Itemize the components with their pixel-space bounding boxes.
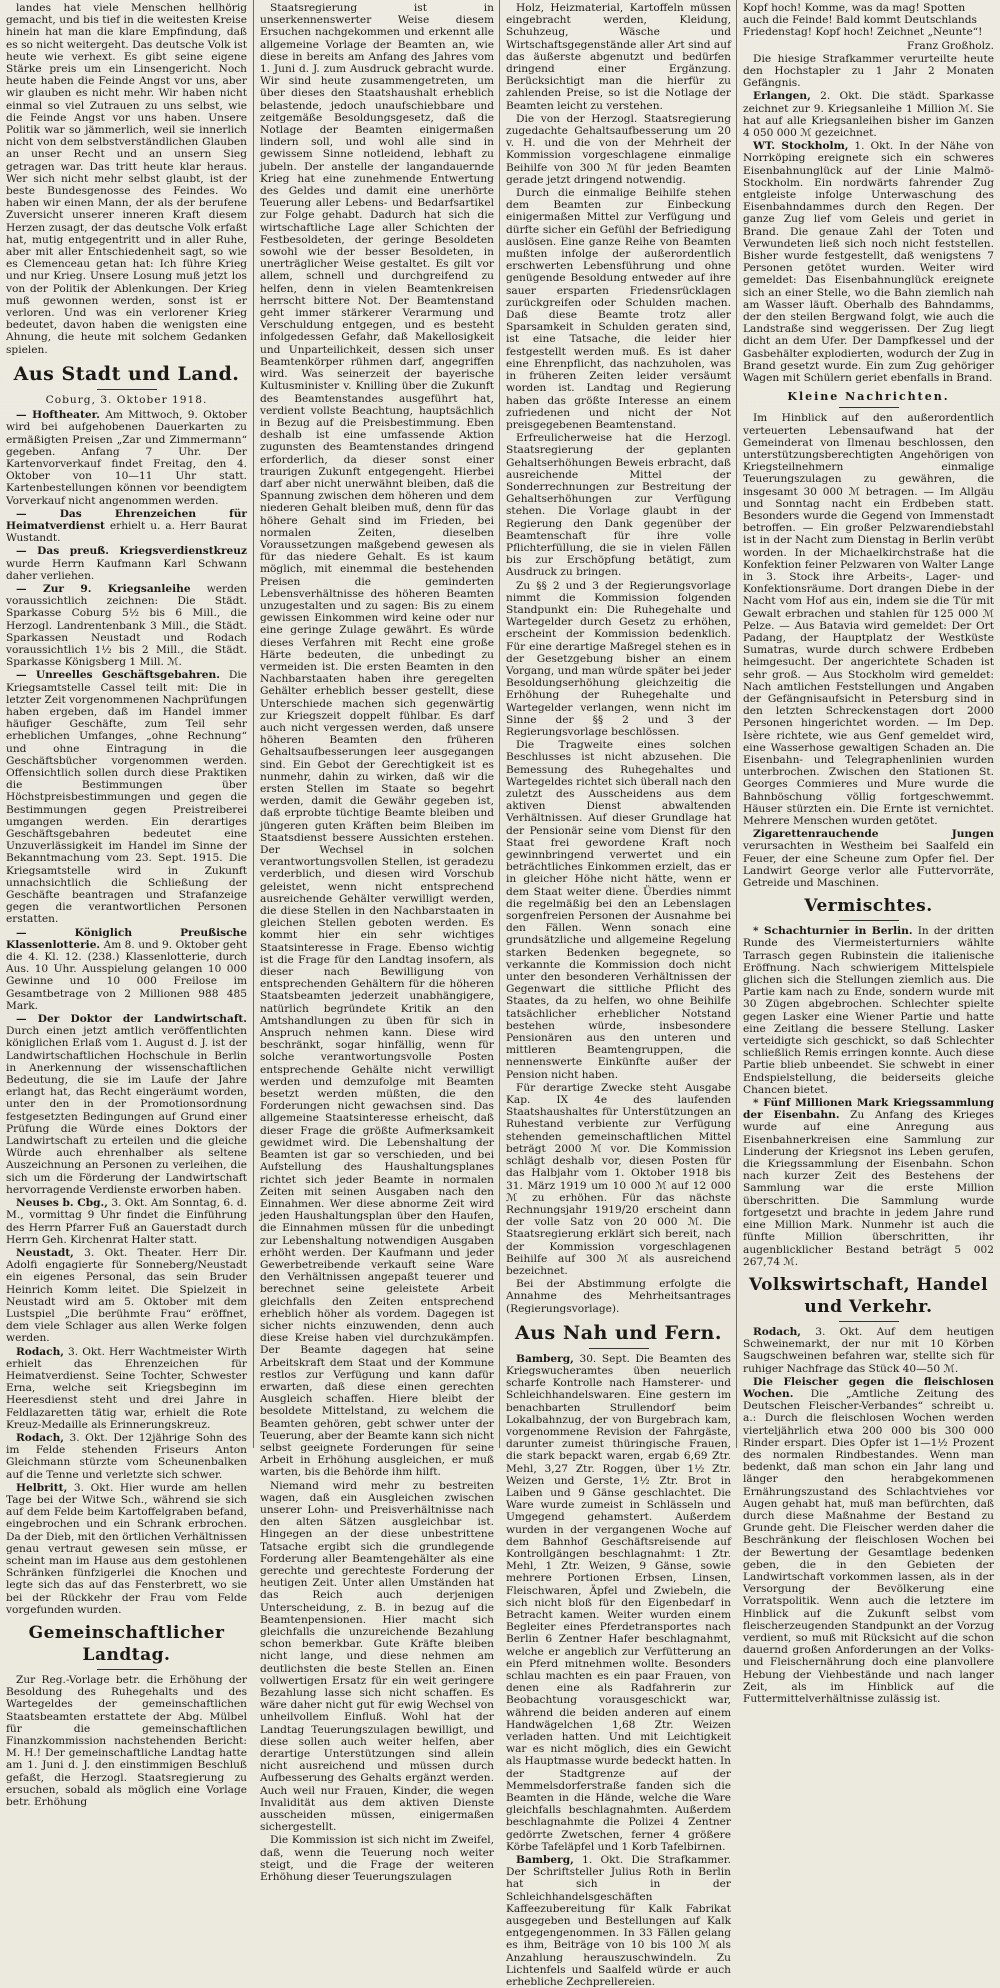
article-keyword: * Schachturnier in Berlin.: [753, 925, 913, 938]
heading-divider: [839, 1321, 899, 1322]
article-paragraph: [506, 1082, 731, 1277]
section-heading: Volkswirtschaft, Handel und Verkehr.: [748, 1274, 989, 1317]
article-text: Die hiesige Strafkammer verurteilte heute den Hochstapler zu 1 Jahr 2 Monaten Gefängnis.: [743, 52, 994, 90]
article-text: 30. Sept. Die Beamten des Kriegswucheramtes üben neuerlich scharfe Kontrolle nach Hamsterer- und Schleichhandelswaren. Eine gestern im benachbarten Strullendorf beim Lokalbahnzug, der von Burgebrach kam, vorgenommene Revision der Fahrgäste, darunter zumeist thüringische Frauen, die stark bepackt waren, ergab 6,69 Ztr. Mehl, 3,27 Ztr. Roggen, über 1½ Ztr. Weizen und Gerste, 1½ Ztr. Brot in Laiben und 9 Gänse geschlachtet. Die Ware wurde zumeist in Schlässeln und Umgegend gehamstert. Außerdem wurden in der vergangenen Woche auf dem Bahnhof Geschäftsreisende auf Kontrollgängen beschlagnahmt: 1 Ztr. Mehl, 1 Ztr. Weizen, 9 Gänse, sowie mehrere Portionen Erbsen, Linsen, Fleischwaren, Äpfel und Zwiebeln, die sich nicht bloß für den Eigenbedarf in Betracht kamen. Weiter wurden einem Begleiter eines Pferdetransportes nach Berlin 6 Zentner Hafer beschlagnahmt, welche er angeblich zur Verfütterung an ein Pferd mitnehmen wollte. Besonders schlau machten es ein paar Frauen, von denen eine als Radfahrerin zur Beobachtung vorausgeschickt war, während die beiden anderen auf einem Handwägelchen 1,68 Ztr. Weizen verladen hatten. Und mit Leichtigkeit war es nicht möglich, dies ein Gewicht als Hauptmasse wurde bedeckt hatten. In der Stadtgrenze auf der Memmelsdorferstraße fanden sich die Beamten in die Hände, welche die Ware gleichfalls beschlagnahmten. Außerdem beschlagnahmte die Polizei 4 Zentner gedörrte Zwetschen, ferner 4 größere Körbe Tafeläpfel und 1 Korb Tafelbirnen.: [506, 1352, 731, 1853]
section-heading: Kleine Nachrichten.: [787, 390, 950, 404]
article-text: wurde Herrn Kaufmann Karl Schwann daher verliehen.: [6, 557, 247, 582]
article-keyword: Erlangen,: [753, 90, 811, 103]
signature: [743, 40, 994, 52]
article-paragraph: [506, 113, 731, 186]
article-paragraph: [260, 2, 494, 1479]
article-keyword: — Das preuß. Kriegsverdienstkreuz: [16, 545, 247, 558]
article-keyword: Rodach,: [16, 1345, 64, 1358]
article-paragraph: [6, 927, 247, 1012]
article-paragraph: [743, 90, 994, 139]
article-keyword: Bamberg,: [516, 1854, 574, 1867]
article-paragraph: [6, 583, 247, 668]
article-paragraph: [506, 1353, 731, 1853]
article-text: 3. Okt. Der 12jährige Sohn des im Felde stehenden Friseurs Anton Gleichmann stürzte vom Scheunenbalken auf die Tenne und verletzte sich schwer.: [6, 1431, 247, 1481]
article-keyword: Rodach,: [16, 1431, 64, 1444]
dateline: [6, 394, 247, 406]
column-4: [737, 0, 1000, 1705]
article-paragraph: [743, 1097, 994, 1268]
article-paragraph: [6, 1674, 247, 1808]
article-keyword: — Der Doktor der Landwirtschaft.: [16, 1013, 247, 1026]
article-paragraph: [6, 508, 247, 545]
article-text: Zu Anfang des Krieges wurde auf eine Anregung aus Eisenbahnerkreisen eine Sammlung zur Linderung der Kriegsnot ins Leben gerufen, die Kriegssammlung der Eisenbahn. Schon nach kurzer Zeit des Bestehens der Sammlung war die erste Million überschritten. Die Sammlung wurde fortgesetzt und brachte in jedem Jahre rund eine Million Mark. Nunmehr ist auch die fünfte Million überschritten, ihr augenblicklicher Bestand beträgt 5 002 267,74 ℳ.: [743, 1109, 994, 1268]
article-text: Die „Amtliche Zeitung des Deutschen Fleischer-Verbandes“ schreibt u. a.: Durch die fleischlosen Wochen werden vierteljährlich etwa 200 000 bis 300 000 Rinder erspart. Dies Opfer ist 1—1½ Prozent des normalen Rindbestandes. Wenn man bedenkt, daß man schon ein Jahr lang und länger den herabgekommenen Ernährungszustand des Schlachtviehes vor Augen gehabt hat, muß man befürchten, daß durch diese Maßnahme der Bestand zu Grunde geht. Die Fleischer werden daher die Beschränkung der fleischlosen Wochen bei der Bewertung der Gesamtlage bedenken geben, die in den Gebieten der Landwirtschaft vorkommen lassen, als in der Versorgung der Bevölkerung eine Vorratspolitik. Wenn auch die letztere im Hinblick auf die Zukunft selbst vom fleischerzeugenden Standpunkt an der Vorzug verdient, so muß mit Rücksicht auf die schon dauernd großen Anforderungen an der Volks- und Fleischernährung doch eine planvollere Hebung der Viehbestände und nach langer Zeit, als im Hinblick auf die Futtermittelverhältnisse zulässig ist.: [743, 1387, 995, 1705]
article-paragraph: [743, 140, 994, 384]
article-paragraph: [506, 1278, 731, 1315]
poem-verse: [743, 2, 994, 39]
article-paragraph: [506, 432, 731, 578]
article-text: 2. Okt. Die städt. Sparkasse zeichnet zur 9. Kriegsanleihe 1 Million ℳ. Sie hat auf alle Kriegsanleihen bisher im Ganzen 4 050 000 ℳ gezeichnet.: [743, 90, 995, 140]
article-paragraph: [6, 545, 247, 582]
article-text: Coburg, 3. Oktober 1918.: [45, 393, 208, 406]
column-3: [500, 0, 737, 1988]
article-paragraph: [743, 1326, 994, 1375]
article-keyword: — Unreelles Geschäftsgebahren.: [16, 669, 220, 682]
article-paragraph: [6, 1482, 247, 1616]
article-text: Kopf hoch! Komme, was da mag! Spotten auch die Feinde! Bald kommt Deutschlands Friedenstag! Kopf hoch! Zeichnet „Neunte“!: [743, 2, 983, 39]
article-paragraph: [506, 580, 731, 739]
article-paragraph: [6, 1346, 247, 1431]
article-paragraph: [743, 1376, 994, 1705]
article-text: Erfreulicherweise hat die Herzogl. Staatsregierung der geplanten Gehaltserhöhungen Beweis erbracht, daß ausreichende Mittel der Sonderrechnungen zur Bestreitung der Gehaltserhöhungen zur Verfügung stehen. Die Vorlage glaubt in der Regierung den Dank gegenüber der Beamtenschaft für ihre volle Pflichterfüllung, die sie in vielen Fällen bis zur Erschöpfung betätigt, zum Ausdruck zu bringen.: [506, 432, 731, 579]
article-text: Staatsregierung ist in unserkennenswerter Weise diesem Ersuchen nachgekommen und erkennt alle allgemeine Vorlage der Beamten an, wie diese in bereits am Anfang des Jahres vom 1. Juni d. J. zum Ausdruck gebracht wurde. Wir sind heute zusammengetreten, um über dieses den Staatshaushalt erheblich belastende, jedoch unaufschiebbare und zeitgemäße Besoldungsgesetz, daß die Notlage der Beamten einigermaßen lindern soll, und wohl alle sind in gewissem Sinne notleidend, lebhaft zu jubeln. Der anstelle der langandauernde Krieg hat eine zunehmende Entwertung des Geldes und damit eine unerhörte Teuerung aller Lebens- und Bedarfsartikel zur Folge gehabt. Dadurch hat sich die wirtschaftliche Lage aller Schichten der Festbesoldeten, der geringe Besoldeten sowohl wie der besser Besoldeten, in unerträglicher Weise gestaltet. Es gilt vor allem, schnell und durchgreifend zu helfen, denn in vielen Beamtenkreisen herrscht bittere Not. Der Beamtenstand geht immer stärkerer Verarmung und Verschuldung entgegen, und es besteht infolgedessen Gefahr, daß Makellosigkeit und Unparteilichkeit, dessen sich unser Beamtenkörper rühmen darf, angegriffen wird. Was seinerzeit der bayerische Kultusminister v. Knilling über die Zukunft des Beamtenstandes ausgeführt hat, verdient vollste Beachtung, hauptsächlich in Bezug auf die Preisbestimmung. Eben deshalb ist eine umfassende Aktion zugunsten des Beamtenstandes dringend erforderlich, da dieser sonst einer traurigen Zukunft entgegengeht. Hierbei darf aber nicht unerwähnt bleiben, daß die Spannung zwischen dem höheren und dem niederen Gehalt bleiben muß, denn für das höhere Gehalt sind im Frieden, bei normalen Zeiten, dieselben Voraussetzungen maßgebend gewesen als für das niedere Gehalt. Es ist kaum möglich, mit einemmal die bestehenden Preisen die geminderten Lebensverhältnisse des höheren Beamten unzugestalten und zu sagen: Bis zu einem gewissen Einkommen wird keine oder nur eine geringe Zulage gewährt. Es würde dieses Verfahren mit Recht eine große Härte bedeuten, die unbedingt zu vermeiden ist. Die ersten Beamten in den Nachbarstaaten haben ihre geregelten Gehälter erheblich besser gestellt, diese Unterschiede machen sich gegenwärtig zur Kriegszeit doppelt fühlbar. Es darf auch nicht vergessen werden, daß unsere höheren Beamten den früheren Gehaltsaufbesserungen leer ausgegangen sind. Ein Gebot der Gerechtigkeit ist es nunmehr, dahin zu wirken, daß wir die ersten Stellen im Staate so begehrt werden, damit die Gewähr gegeben ist, daß erprobte tüchtige Beamte bleiben und jüngeren guten Kräften beim Bleiben im Staatsdienst bessere Aussichten erstehen. Der Wechsel in solchen verantwortungsvollen Stellen, ist geradezu verderblich, und diesen wird Vorschub geleistet, wenn nicht entsprechend ausreichende Gehälter verwilligt werden, die diese Stellen in den Nachbarstaaten in gleichen Stellen geboten werden. Es kommt hier ein sehr wichtiges Staatsinteresse in Frage. Ebenso wichtig ist die Frage für den Landtag insofern, als dieser nach Bewilligung von entsprechenden Gehältern für die höheren Staatsbeamten jederzeit unabhängigere, natürlich begründete Kritik an den Amtshandlungen zu üben für sich in Anspruch nehmen kann. Diese wird beschränkt, sogar hinfällig, wenn für solche verantwortungsvolle Posten entsprechende Gehälte nicht verwilligt werden und demzufolge mit Beamten besetzt werden müßten, die den Forderungen nicht gewachsen sind. Das allgemeine Staatsinteresse erheischt, daß dieser Frage die größte Aufmerksamkeit gewidmet wird. Die Lebenshaltung der Beamten ist gar so verschieden, und bei Aufstellung des Haushaltungsplanes richtet sich jeder Beamte in normalen Zeiten mit seinen Ausgaben nach den Einnahmen. Wer diese abnorme Zeit wird jeden Haushaltungsplan über den Haufen, die Einnahmen müssen für die unbedingt zur Lebenshaltung notwendigen Ausgaben erhöht werden. Der Kaufmann und jeder Gewerbetreibende verkauft seine Ware den Verhältnissen angepaßt teuerer und berechnet seine geleistete Arbeit gleichfalls den Zeiten entsprechend erheblich höher als vordem. Dagegen ist sicher nichts einzuwenden, denn auch diese Kreise haben viel durchzukämpfen. Der Beamte dagegen hat seine Arbeitskraft dem Staat und der Kommune restlos zur Verfügung und kann dafür erwarten, daß diese einen gerechten Ausgleich schaffen. Hiere bleibt der besoldete Mittelstand, zu welchem die Beamten gehören, gebt schwer unter der Teuerung, aber der Beamte kann sich nicht selbst geeignete Forderungen für seine Arbeit in Erhöhung ausgleichen, er muß warten, bis die Behörde ihm hilft.: [260, 2, 494, 1479]
article-text: erhielt u. a. Herr Baurat Wustandt.: [6, 519, 247, 545]
article-text: Die Kriegsamtstelle Cassel teilt mit: Die in letzter Zeit vorgenommenen Nachprüfungen haben ergeben, daß im Handel immer häufiger Geschäfte, zum Teil sehr erheblichen Umfanges, „ohne Rechnung“ und ohne Eintragung in die Geschäftsbücher vorgenommen werden. Offensichtlich sollen durch diese Praktiken die Bestimmungen über Höchstpreisbestimmungen und gegen die Bestimmungen gegen Preistreiberei umgangen werden. Ein derartiges Geschäftsgebahren bedeutet eine Unzuverlässigkeit im Handel im Sinne der Bekanntmachung vom 23. Sept. 1915. Die Kriegsamtstelle wird in Zukunft unnachsichtlich die Schließung der Geschäfte beantragen und Strafanzeige gegen die verantwortlichen Personen erstatten.: [6, 669, 247, 926]
article-text: Niemand wird mehr zu bestreiten wagen, daß ein Ausgleichen zwischen unserer Lohn- und Preisverhältnisse nach den alten Sätzen ausgleichbar ist. Hingegen an der diese unbestrittene Tatsache ergibt sich die grundlegende Forderung aller Beamtengehälter als eine gerechte und gerechteste Forderung der heutigen Zeit. Unter allen Umständen hat das Reich auch derjenigen Unterscheidung, z. B. in bezug auf die Beamtenpensionen. Hier macht sich gleichfalls die unzureichende Bezahlung schon bemerkbar. Gute Kräfte bleiben nicht lange, und diese nehmen am deutlichsten die beste Stellen an. Einen vollwertigen Ersatz für ein weit geringere Bezahlung lasse sich nicht schaffen. Es wäre daher nicht gut für ewig Wechsel von unheilvollem Einfluß. Wohl hat der Landtag Teuerungszulagen bewilligt, und diese sollen auch weiter helfen, aber derartige Unterstützungen sind allein nicht ausreichend und müssen durch Aufbesserung des Gehalts ergänzt werden. Auch weil nur Frauen, Kinder, die wegen Invalidität aus dem aktiven Dienste ausscheiden müssen, einigermaßen sichergestellt.: [260, 1479, 494, 1834]
article-paragraph: [6, 669, 247, 925]
article-paragraph: [743, 925, 994, 1096]
section-heading: Gemeinschaftlicher Landtag.: [28, 1623, 225, 1665]
article-paragraph: [506, 187, 731, 431]
article-paragraph: [6, 1013, 247, 1196]
article-text: Im Hinblick auf den außerordentlich verteuerten Lebensaufwand hat der Gemeinderat von Ilmenau beschlossen, den unterstützungsberechtigten Angehörigen von Kriegsteilnehmern einmalige Teuerungszulagen zu gewähren, die insgesamt 30 000 ℳ betragen. — Im Allgäu und Sonntag nacht ein Erdbeben statt. Besonders wurde die Gegend von Immenstadt betroffen. — Ein großer Pelzwarendiebstahl ist in der Nacht zum Dienstag in Berlin verübt worden. In der Michaelkirchstraße hat die Konfektion feiner Pelzwaren von Walter Lange in 3. Stock ihre Arbeits-, Lager- und Konfektionsräume. Dort drangen Diebe in der Nacht vom Hof aus ein, indem sie die Tür mit Gewalt erbrachen und stahlen für 125 000 ℳ Pelze. — Aus Batavia wird gemeldet: Der Ort Padang, der Hauptplatz der Westküste Sumatras, wurde durch schwere Erdbeben heimgesucht. Der angerichtete Schaden ist sehr groß. — Aus Stockholm wird gemeldet: Nach amtlichen Feststellungen und Angaben der Gefängnisaufsicht in Petersburg sind in den letzten Schreckenstagen dort 2000 Personen hingerichtet worden. — Im Dep. Isère richtete, wie aus Genf gemeldet wird, eine Wasserhose gewaltigen Schaden an. Die Eisenbahn- und Telegraphenlinien wurden unterbrochen. Zwischen den Stationen St. Georges Commieres und Mure wurde die Bahnböschung völlig fortgeschwemmt. Häuser stürzten ein. Die Ernte ist vernichtet. Mehrere Menschen wurden getötet.: [743, 412, 994, 827]
section-heading: Aus Stadt und Land.: [13, 362, 240, 385]
article-paragraph: [743, 53, 994, 90]
article-text: 1. Okt. In der Nähe von Norrköping ereignete sich ein schweres Eisenbahnunglück auf der Linie Malmö-Stockholm. Ein nordwärts fahrender Zug entgleiste infolge Unterwaschung des Eisenbahndammes durch den Regen. Der ganze Zug lief vom Geleis und geriet in Brand. Die genaue Zahl der Toten und Verwundeten ließ sich noch nicht feststellen. Bisher wurde festgestellt, daß wenigstens 7 Personen getötet wurden. Weiter wird gemeldet: Das Eisenbahnunglück ereignete sich an einer Stelle, wo die Bahn ziemlich nah am Wasser läuft. Oberhalb des Bahndamms, der den steilen Bergwand folgt, wie auch die Landstraße sind weggerissen. Der Zug liegt dicht an dem Ufer. Der Dampfkessel und der Gasbehälter explodierten, wodurch der Zug in Brand gesetzt wurde. Ein zum Zug gehöriger Wagen mit Schülern geriet ebenfalls in Brand.: [743, 140, 994, 385]
column-1: [0, 0, 253, 1809]
article-paragraph: [506, 739, 731, 1081]
article-text: Durch die einmalige Beihilfe stehen dem Beamten zur Einbeckung einigermaßen Mittel zur Verfügung und dürfte sicher ein Gefühl der Befriedigung auslösen. Eine ganze Reihe von Beamten mußten infolge der außerordentlich erschwerten Lebensführung und ohne genügende Besoldung entweder auf ihre sauer ersparten Friedensrücklagen zurückgreifen oder Schulden machen. Daß diese Beamte trotz aller Sparsamkeit in Schulden geraten sind, ist eine Tatsache, die leider hier festgestellt werden muß. Es ist daher eine Ehrenpflicht, das nachzuholen, was in früheren Zeiten leider versäumt worden ist. Landtag und Regierung haben das größte Interesse an einem zufriedenen und nicht der Not preisgegebenen Beamtenstand.: [506, 187, 731, 431]
section-heading: Vermischtes.: [804, 896, 933, 917]
article-text: Zur Reg.-Vorlage betr. die Erhöhung der Besoldung des Ruhegehalts und des Wartegeldes der gemeinschaftlichen Staatsbeamten erstattete der Abg. Mülbel für die gemeinschaftlichen Finanzkommission nachstehenden Bericht: M. H.! Der gemeinschaftliche Landtag hatte am 1. Juni d. J. den einstimmigen Beschluß gefaßt, die Herzogl. Staatsregierung zu ersuchen, sobald als möglich eine Vorlage betr. Erhöhung: [6, 1674, 247, 1809]
article-paragraph: [260, 1480, 494, 1834]
article-keyword: WT. Stockholm,: [753, 140, 849, 153]
article-text: Durch einen jetzt amtlich veröffentlichten königlichen Erlaß vom 1. August d. J. ist der Landwirtschaftlichen Hochschule in Berlin in Anerkennung der wissenschaftlichen Bedeutung, die sie im Laufe der Jahre erlangt hat, das Recht eingeräumt worden, unter den in der Promotionsordnung festgesetzten Bedingungen auf Grund einer Prüfung die Würde eines Doktors der Landwirtschaft zu erteilen und die gleiche Würde auch ehrenhalber als seltene Auszeichnung an Personen zu verleihen, die sich um die Förderung der Landwirtschaft hervorragende Verdienste erworben haben.: [6, 1025, 247, 1196]
article-keyword: Die Fleischer gegen die fleischlosen Wochen.: [743, 1375, 994, 1400]
article-paragraph: [506, 2, 731, 112]
article-paragraph: [6, 1432, 247, 1481]
article-text: 3. Okt. Hier wurde am hellen Tage bei der Witwe Sch., während sie sich auf dem Felde beim Kartoffelgraben befand, eingebrochen und ein Schrank erbrochen. Da der Dieb, mit den örtlichen Verhältnissen genau vertraut gewesen sein müsse, er scheint man im Hause aus dem gestohlenen Schränken fünfzigerlei die Knochen und legte sich das auf das Fensterbrett, wo sie bei der Rückkehr der Frau vom Felde vorgefunden wurden.: [6, 1481, 247, 1616]
article-text: 3. Okt. Am Sonntag, 6. d. M., vormittag 9 Uhr findet die Einführung des Herrn Pfarrer Fuß an Gauerstadt durch Herrn Geh. Kirchenrat Halter statt.: [6, 1197, 248, 1246]
article-keyword: — Königlich Preußische Klassenlotterie.: [6, 926, 247, 951]
article-keyword: — Das Ehrenzeichen für Heimatverdienst: [6, 507, 247, 532]
article-keyword: — Zur 9. Kriegsanleihe: [16, 582, 191, 595]
article-text: 3. Okt. Theater. Herr Dir. Adolfi engagierte für Sonneberg/Neustadt ein eigenes Personal, das sein Bruder Heinrich Komm leitet. Die Spielzeit in Neustadt wird am 5. Oktober mit dem Lustspiel „Die berühmte Frau“ eröffnet, dem viele Schlager aus allen Werke folgen werden.: [6, 1246, 248, 1345]
article-keyword: Bamberg,: [516, 1352, 574, 1365]
article-keyword: Neustadt,: [16, 1246, 74, 1259]
article-keyword: — Hoftheater.: [16, 409, 100, 422]
article-text: landes hat viele Menschen hellhörig gemacht, und bis tief in die weitesten Kreise hinein hat man die klare Empfindung, daß es so nicht weitergeht. Das deutsche Volk ist heute wie verhext. Es gibt seine eigene Stärke preis um ein Linsengericht. Noch heute haben die Feinde Angst vor uns, aber wir glauben es nicht mehr. Wir haben nicht einmal so viel Zutrauen zu uns selbst, wie die Feinde Angst vor uns haben. Unsere Politik war so jämmerlich, weil sie innerlich nicht von dem selbstverständlichen Glauben an unser Recht und an unsern Sieg getragen war. Das tritt heute klar heraus. Wer sich nicht mehr selbst glaubt, ist der beste Bundesgenosse des Feindes. Wo haben wir einen Mann, der als der berufene Zuversicht unserer inneren Kraft diesem Herzen zusagt, der das deutsche Volk erfaßt hat, mutig entgegentritt und in aller Ruhe, aber mit aller Entschiedenheit sagt, so wie es Clemenceau getan hat: Ich führe Krieg und nur Krieg. Unsere Losung muß jetzt los von der Politik der Ablenkungen. Der Krieg muß gewonnen werden, sonst ist er verloren. Und was ein verlorener Krieg bedeutet, davon haben die wenigsten eine Ahnung, die heute mit solchem Gedanken spielen.: [6, 2, 247, 356]
article-text: Die von der Herzogl. Staatsregierung zugedachte Gehaltsaufbesserung um 20 v. H. und die von der Mehrheit der Kommission vorgeschlagene einmalige Beihilfe von 300 ℳ für jeden Beamten gerade jetzt dringend notwendig.: [506, 112, 731, 186]
article-text: In der dritten Runde des Viermeisterturniers wählte Tarrasch gegen Rubinstein die italienische Eröffnung. Nach schwierigem Mittelspiele glichen sich die Stellungen ziemlich aus. Die Partie kam nach zu Ende, sondern wurde mit 30 Zügen abgebrochen. Schlechter spielte gegen Lasker eine Wiener Partie und hatte eine Zeitlang die bessere Stellung. Lasker verteidigte sich geschickt, so daß Schlechter schließlich Remis erringen konnte. Auch diese Partie blieb unbeendet. Sie schwebt in einer Endspielstellung, die beiderseits gleiche Chancen bietet.: [743, 925, 995, 1096]
article-keyword: * Fünf Millionen Mark Kriegssammlung der Eisenbahn.: [743, 1097, 994, 1122]
article-text: Am Mittwoch, 9. Oktober wird bei aufgehobenen Dauerkarten zu ermäßigten Preisen „Zar und Zimmermann“ gegeben. Anfang 7 Uhr. Der Kartenvorverkauf findet Freitag, den 4. Oktober von 10—11 Uhr statt. Kartenbestellungen können vor beendigtem Vorverkauf nicht angenommen werden.: [6, 409, 247, 507]
article-text: Zu §§ 2 und 3 der Regierungsvorlage nimmt die Kommission folgenden Standpunkt ein: Die Ruhegehalte und Wartegelder durch Gesetz zu erhöhen, erscheint der Kommission bedenklich. Für eine derartige Maßregel stehen es in der Gesetzgebung bisher an einem Vorgang, und man würde später bei jeder Besoldungserhöhung gleichzeitig die Erhöhung der Ruhegehalte und Wartegelder verlangen, wenn nicht im Sinne der §§ 2 und 3 der Regierungsvorlage beschlössen.: [506, 579, 731, 738]
article-paragraph: [6, 2, 247, 356]
article-paragraph: [6, 409, 247, 507]
column-2: [254, 0, 500, 1884]
heading-divider: [97, 1669, 157, 1670]
heading-divider: [589, 1348, 649, 1349]
article-keyword: Rodach,: [753, 1325, 801, 1338]
article-text: verursachten in Westheim bei Saalfeld ein Feuer, der eine Scheune zum Opfer fiel. Der Landwirt George verlor alle Futtervorräte, Getreide und Maschinen.: [743, 840, 994, 890]
heading-divider: [839, 407, 899, 408]
heading-divider: [97, 389, 157, 390]
article-paragraph: [6, 1197, 247, 1246]
article-paragraph: [260, 1834, 494, 1883]
article-keyword: Zigarettenrauchende Jungen: [753, 828, 994, 841]
article-text: werden voraussichtlich zeichnen: Die Städt. Sparkasse Coburg 5½ bis 6 Mill., die Herzogl. Landrentenbank 3 Mill., die Städt. Sparkassen Neustadt und Rodach voraussichtlich 1½ bis 2 Mill., die Städt. Sparkasse Königsberg 1 Mill. ℳ.: [6, 582, 247, 669]
article-paragraph: [506, 1854, 731, 1988]
article-text: 1. Okt. Die Strafkammer. Der Schriftsteller Julius Roth in Berlin hat sich in der Schleichhandelsgeschäften Kaffeezubereitung für Kalk Fabrikat ausgegeben und Bestellungen auf Kalk entgegengenommen. In 33 Fällen gelang es ihm, Beiträge von 10 bis 100 ℳ als Anzahlung herauszuschwindeln. Zu Lichtenfels und Saalfeld würde er auch erhebliche Zechprellereien.: [506, 1854, 731, 1988]
article-text: Franz Großholz.: [906, 39, 994, 52]
article-keyword: Helbritt,: [16, 1481, 68, 1494]
article-text: Die Kommission ist sich nicht im Zweifel, daß, wenn die Teuerung noch weiter steigt, und die Frage der weiteren Erhöhung dieser Teuerungszulagen: [260, 1834, 494, 1884]
heading-divider: [839, 920, 899, 921]
article-text: 3. Okt. Auf dem heutigen Schweinemarkt, der nur mit 10 Körben Saugschweinen befahren war, stellte sich für ruhiger Nachfrage das Stück 40—50 ℳ.: [743, 1325, 994, 1375]
article-keyword: Neuses b. Cbg.,: [16, 1197, 108, 1210]
article-text: Holz, Heizmaterial, Kartoffeln müssen eingebracht werden, Kleidung, Schuhzeug, Wäsche und Wirtschaftsgegenstände aller Art sind auf das äußerste abgenutzt und bedürfen dringend einer Ergänzung. Berücksichtigt man die hierfür zu zahlenden Preise, so ist die Notlage der Beamten leicht zu verstehen.: [506, 2, 731, 112]
article-text: Bei der Abstimmung erfolgte die Annahme des Mehrheitsantrages (Regierungsvorlage).: [506, 1278, 731, 1315]
article-paragraph: [743, 828, 994, 889]
article-paragraph: [6, 1247, 247, 1345]
article-text: 3. Okt. Herr Wachtmeister Wirth erhielt das Ehrenzeichen für Heimatverdienst. Seine Tochter, Schwester Erna, welche seit Kriegsbeginn im Heeresdienst steht und drei Jahre in Feldlazaretten tätig war, erhielt die Rote Kreuz-Medaille als Erinnerungskreuz.: [6, 1345, 247, 1431]
article-text: Für derartige Zwecke steht Ausgabe Kap. IX 4e des laufenden Staatshaushaltes für Unterstützungen an Ruhestand verbiente zur Verfügung stehenden gemeinschaftlichen Mittel beträgt 2000 ℳ vor. Die Kommission schlägt deshalb vor, diesen Posten für das Halbjahr vom 1. Oktober 1918 bis 31. März 1919 um 10 000 ℳ auf 12 000 ℳ zu erhöhen. Für das nächste Rechnungsjahr 1919/20 erscheint dann der volle Satz von 20 000 ℳ. Die Staatsregierung erklärt sich bereit, nach der Kommission vorgeschlagenen Beihilfe auf 300 ℳ als ausreichend bezeichnet.: [506, 1081, 731, 1277]
article-paragraph: [743, 412, 994, 827]
section-heading: Aus Nah und Fern.: [515, 1321, 722, 1344]
article-text: Am 8. und 9. Oktober geht die 4. Kl. 12. (238.) Klassenlotterie, durch Aus. 10 Uhr. Ausspielung gelangen 10 000 Gewinne und 10 000 Freilose im Gesamtbetrage von 2 Millionen 988 485 Mark.: [6, 938, 247, 1012]
article-text: Die Tragweite eines solchen Beschlusses ist nicht abzusehen. Die Bemessung des Ruhegehaltes und Wartegeldes richtet sich überall nach den zuletzt des Ausscheidens aus dem aktiven Dienst abwaltenden Verhältnissen. Auf dieser Grundlage hat der Pensionär seine vom Dienst für den Staat frei gewordene Kraft noch gewinnbringend verwertet und ein beträchtliches Einkommen erzielt, das er in gleicher Höhe nicht hätte, wenn er dem Staat weiter diene. Überdies nimmt die regelmäßig bei den an Lebenslagen sorgenfreien Personen der Ausnahme bei den Fällen. Wenn sonach eine grundsätzliche und allgemeine Regelung starken Bedenken begegnete, so verkannte die Kommission doch nicht unter den besonderen Verhältnissen der Gegenwart die sittliche Pflicht des Staates, da zu helfen, wo ohne Beihilfe tatsächlicher erheblicher Notstand bestehen würde, insbesondere Pensionären aus den unteren und mittleren Beamtengruppen, die nennenswerte Einkünfte außer der Pension nicht haben.: [506, 739, 732, 1081]
